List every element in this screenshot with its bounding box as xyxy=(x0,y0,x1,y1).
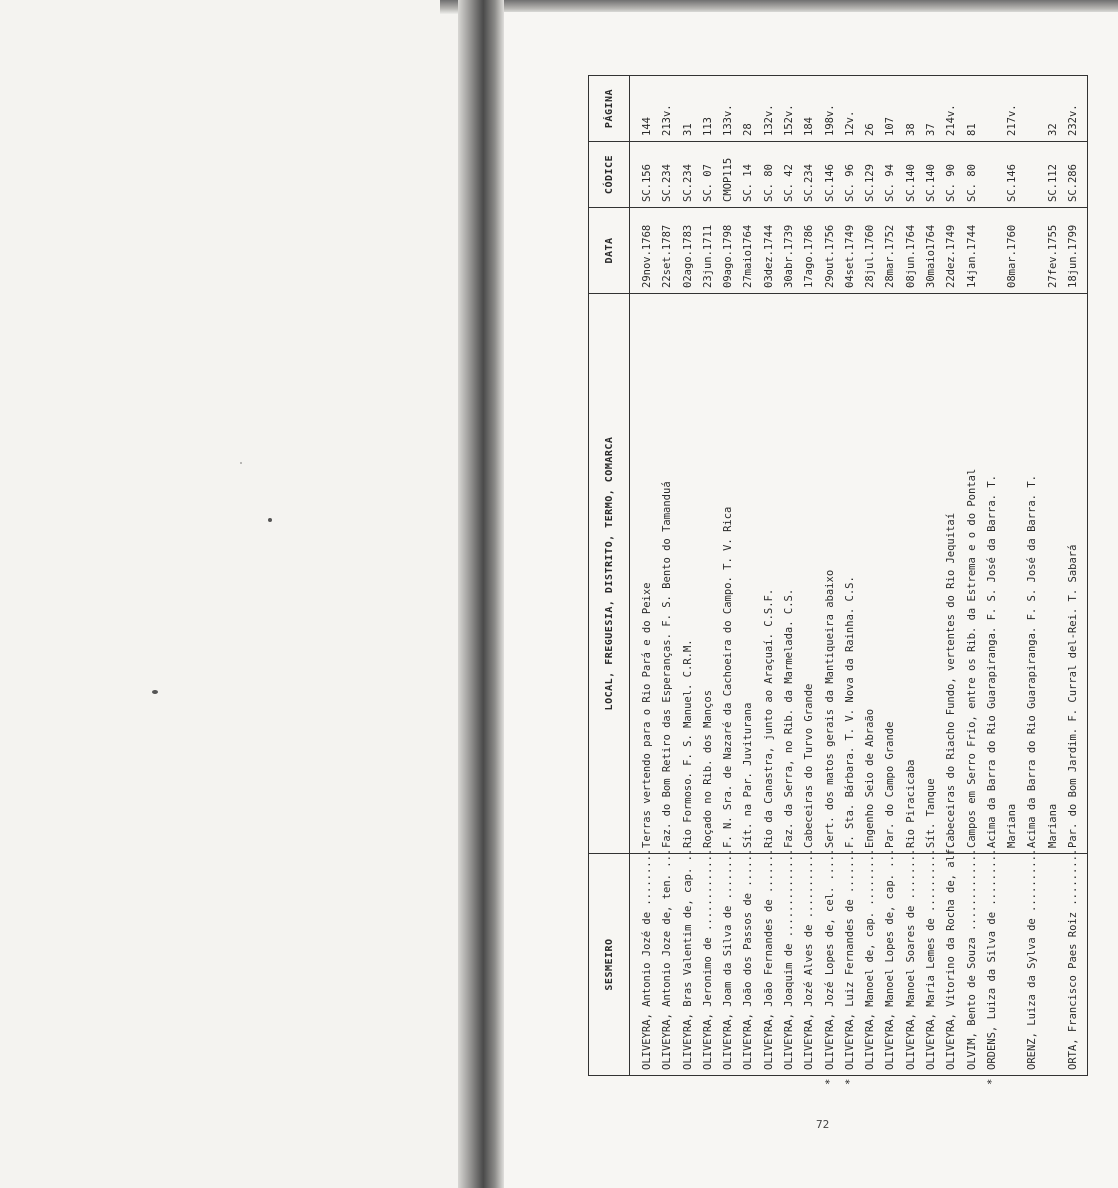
sesmeiro-cell xyxy=(739,848,759,1076)
codice-cell: SC. 90 xyxy=(942,142,962,208)
sesmeiro-name: OLVIM, Bento de Souza ............. xyxy=(965,848,978,1070)
sesmeiro-cell xyxy=(719,848,739,1076)
date-cell: 30maio1764 xyxy=(922,208,942,294)
table-row xyxy=(861,76,881,1076)
date-cell: 08mar.1760 xyxy=(1003,208,1023,294)
sesmeiro-name: OLIVEYRA, Manoel de, cap. ......... xyxy=(864,848,877,1070)
page-cell: 132v. xyxy=(760,76,780,142)
header-pagina: PÁGINA xyxy=(589,76,630,142)
sesmarias-table xyxy=(588,75,1088,1085)
local-cell: Sert. dos matos gerais da Mantiqueira abaixo xyxy=(821,294,841,854)
codice-cell: SC.156 xyxy=(638,142,658,208)
page-cell: 12v. xyxy=(841,76,861,142)
sesmeiro-name: OLIVEYRA, João dos Passos de ...... xyxy=(742,848,755,1070)
page-cell: 213v. xyxy=(658,76,678,142)
sesmeiro-cell xyxy=(841,848,861,1085)
sesmeiro-name: OLIVEYRA, Luiz Fernandes de ....... xyxy=(843,848,856,1070)
local-cell: Terras vertendo para o Rio Pará e do Peixe xyxy=(638,294,658,854)
asterisk-marker: * xyxy=(823,1078,836,1085)
table-row xyxy=(983,76,1003,1076)
sesmeiro-cell xyxy=(760,848,780,1076)
local-cell: Campos em Serro Frio, entre os Rib. da Estrema e o do Pontal xyxy=(963,294,983,854)
local-cell: Faz. da Serra, no Rib. da Marmelada. C.S. xyxy=(780,294,800,854)
sesmeiro-cell xyxy=(1003,854,1023,1076)
header-codice: CÓDICE xyxy=(589,142,630,208)
table-row xyxy=(881,76,901,1076)
date-cell: 18jun.1799 xyxy=(1064,208,1084,294)
sesmeiro-name: OLIVEYRA, Jeronimo de ............. xyxy=(701,848,714,1070)
table-body xyxy=(630,76,1088,1085)
date-cell: 30abr.1739 xyxy=(780,208,800,294)
sesmeiro-cell xyxy=(821,848,841,1085)
sesmeiro-name: OLIVEYRA, Vitorino da Rocha de, alf. xyxy=(945,842,958,1070)
page-cell: 133v. xyxy=(719,76,739,142)
table-row xyxy=(638,76,658,1076)
date-cell: 29nov.1768 xyxy=(638,208,658,294)
page-cell: 38 xyxy=(902,76,922,142)
page-cell: 184 xyxy=(800,76,820,142)
date-cell: 22set.1787 xyxy=(658,208,678,294)
page-cell: 107 xyxy=(881,76,901,142)
sesmeiro-name: OLIVEYRA, Bras Valentim de, cap. .. xyxy=(681,848,694,1070)
sesmeiro-cell xyxy=(1044,854,1064,1076)
codice-cell: SC.146 xyxy=(1003,142,1023,208)
table-row xyxy=(719,76,739,1076)
sesmeiro-cell xyxy=(942,842,962,1076)
table-row xyxy=(739,76,759,1076)
header-data: DATA xyxy=(589,208,630,294)
scan-speck xyxy=(268,518,272,522)
sesmeiro-name: OLIVEYRA, Joaquim de .............. xyxy=(782,848,795,1070)
local-cell: Engenho Seio de Abraão xyxy=(861,294,881,854)
date-cell: 28jul.1760 xyxy=(861,208,881,294)
codice-cell xyxy=(1023,142,1043,208)
sesmeiro-name: OLIVEYRA, João Fernandes de ....... xyxy=(762,848,775,1070)
sesmeiro-cell xyxy=(658,848,678,1076)
table-row xyxy=(1044,76,1064,1076)
local-cell: Sít. na Par. Juviturana xyxy=(739,294,759,854)
table-row xyxy=(658,76,678,1076)
sesmeiro-cell xyxy=(881,848,901,1076)
date-cell xyxy=(1023,208,1043,294)
asterisk-marker: * xyxy=(985,1078,998,1085)
sesmeiro-cell xyxy=(983,848,1003,1085)
page-cell: 32 xyxy=(1044,76,1064,142)
table-header-row xyxy=(589,76,630,1076)
sesmeiro-cell xyxy=(1023,848,1043,1076)
sesmeiro-cell xyxy=(902,848,922,1076)
codice-cell: SC. 96 xyxy=(841,142,861,208)
scan-speck xyxy=(240,462,242,464)
codice-cell: SC. 07 xyxy=(699,142,719,208)
page-cell: 28 xyxy=(739,76,759,142)
page-cell: 144 xyxy=(638,76,658,142)
page-cell: 26 xyxy=(861,76,881,142)
sesmeiro-name: OLIVEYRA, Manoel Soares de ........ xyxy=(904,848,917,1070)
codice-cell: CMOP115 xyxy=(719,142,739,208)
sesmeiro-name: OLIVEYRA, Jozé Alves de ........... xyxy=(803,848,816,1070)
codice-cell: SC.129 xyxy=(861,142,881,208)
codice-cell: SC.234 xyxy=(658,142,678,208)
date-cell: 29out.1756 xyxy=(821,208,841,294)
date-cell: 04set.1749 xyxy=(841,208,861,294)
sesmeiro-cell xyxy=(800,848,820,1076)
sesmeiro-cell xyxy=(1064,848,1084,1076)
scan-speck xyxy=(152,690,158,694)
local-cell: Mariana xyxy=(1044,294,1064,854)
codice-cell: SC. 94 xyxy=(881,142,901,208)
page-cell: 37 xyxy=(922,76,942,142)
sesmeiro-name: ORTA, Francisco Paes Roiz ......... xyxy=(1066,848,1079,1070)
codice-cell: SC.234 xyxy=(800,142,820,208)
codice-cell: SC.234 xyxy=(679,142,699,208)
date-cell: 22dez.1749 xyxy=(942,208,962,294)
sesmeiro-name: OLIVEYRA, Maria Lemes de .......... xyxy=(924,848,937,1070)
page-cell xyxy=(983,76,1003,142)
local-cell: Roçado no Rib. dos Manços xyxy=(699,294,719,854)
table-row xyxy=(902,76,922,1076)
local-cell: Par. do Campo Grande xyxy=(881,294,901,854)
date-cell: 27maio1764 xyxy=(739,208,759,294)
page-cell xyxy=(1023,76,1043,142)
table-row xyxy=(1064,76,1084,1076)
asterisk-marker: * xyxy=(843,1078,856,1085)
sesmeiro-cell xyxy=(638,848,658,1076)
sesmeiro-cell xyxy=(861,848,881,1076)
date-cell: 27fev.1755 xyxy=(1044,208,1064,294)
date-cell: 17ago.1786 xyxy=(800,208,820,294)
date-cell: 02ago.1783 xyxy=(679,208,699,294)
page-cell: 217v. xyxy=(1003,76,1023,142)
codice-cell: SC. 80 xyxy=(760,142,780,208)
local-cell: Cabeceiras do Turvo Grande xyxy=(800,294,820,854)
codice-cell: SC. 42 xyxy=(780,142,800,208)
local-cell: F. N. Sra. de Nazaré da Cachoeira do Campo. T. V. Rica xyxy=(719,294,739,854)
local-cell: Mariana xyxy=(1003,294,1023,854)
sesmeiro-name: OLIVEYRA, Manoel Lopes de, cap. ... xyxy=(884,848,897,1070)
local-cell: Rio da Canastra, junto ao Araçuaí. C.S.F. xyxy=(760,294,780,854)
sesmeiro-name: OLIVEYRA, Jozé Lopes de, cel. ..... xyxy=(823,848,836,1070)
page-cell: 152v. xyxy=(780,76,800,142)
table-row xyxy=(942,76,962,1076)
date-cell: 08jun.1764 xyxy=(902,208,922,294)
table-row xyxy=(922,76,942,1076)
table-row xyxy=(1023,76,1043,1076)
page-cell: 214v. xyxy=(942,76,962,142)
date-cell: 23jun.1711 xyxy=(699,208,719,294)
sesmeiro-cell xyxy=(679,848,699,1076)
sesmeiro-name: OLIVEYRA, Antonio Joze de, ten. ... xyxy=(661,848,674,1070)
table-row xyxy=(760,76,780,1076)
table-filler-row xyxy=(1084,76,1087,1076)
table-row xyxy=(963,76,983,1076)
page-cell: 81 xyxy=(963,76,983,142)
local-cell: Rio Formoso. F. S. Manuel. C.R.M. xyxy=(679,294,699,854)
page-number: 72 xyxy=(816,1118,830,1131)
local-cell: Faz. do Bom Retiro das Esperanças. F. S. Bento do Tamanduá xyxy=(658,294,678,854)
date-cell: 28mar.1752 xyxy=(881,208,901,294)
page-cell: 113 xyxy=(699,76,719,142)
table-row xyxy=(800,76,820,1076)
local-cell: Par. do Bom Jardim. F. Curral del-Rei. T. Sabará xyxy=(1064,294,1084,854)
table-row xyxy=(821,76,841,1076)
codice-cell xyxy=(983,142,1003,208)
page-cell: 198v. xyxy=(821,76,841,142)
local-cell: F. Sta. Bárbara. T. V. Nova da Rainha. C.S. xyxy=(841,294,861,854)
header-sesmeiro: SESMEIRO xyxy=(589,854,630,1076)
sesmeiro-name: OLIVEYRA, Joam da Silva de ........ xyxy=(722,848,735,1070)
local-cell: Acima da Barra do Rio Guarapiranga. F. S. José da Barra. T. xyxy=(983,294,1003,854)
table-row xyxy=(841,76,861,1076)
left-blank-page xyxy=(0,0,470,1188)
date-cell: 09ago.1798 xyxy=(719,208,739,294)
book-binding xyxy=(458,0,504,1188)
sesmeiro-name: OLIVEYRA, Antonio Jozé de ......... xyxy=(641,848,653,1070)
codice-cell: SC.140 xyxy=(902,142,922,208)
codice-cell: SC.146 xyxy=(821,142,841,208)
date-cell: 14jan.1744 xyxy=(963,208,983,294)
local-cell: Sít. Tanque xyxy=(922,294,942,854)
date-cell xyxy=(983,208,1003,294)
sesmeiro-cell xyxy=(699,848,719,1076)
codice-cell: SC. 80 xyxy=(963,142,983,208)
sesmeiro-name: ORENZ, Luiza da Sylva de .......... xyxy=(1026,848,1039,1070)
table-row xyxy=(780,76,800,1076)
sesmeiro-cell xyxy=(963,848,983,1076)
header-local: LOCAL, FREGUESIA, DISTRITO, TERMO, COMARCA xyxy=(589,294,630,854)
table-row xyxy=(679,76,699,1076)
codice-cell: SC. 14 xyxy=(739,142,759,208)
local-cell: Cabeceiras do Riacho Fundo, vertentes do Rio Jequitaí xyxy=(942,294,962,854)
sesmeiro-cell xyxy=(922,848,942,1076)
local-cell: Acima da Barra do Rio Guarapiranga. F. S. José da Barra. T. xyxy=(1023,294,1043,854)
sesmeiro-name: ORDENS, Luiza da Silva de ......... xyxy=(985,848,998,1070)
table-row xyxy=(1003,76,1023,1076)
table-row xyxy=(699,76,719,1076)
codice-cell: SC.286 xyxy=(1064,142,1084,208)
page-cell: 31 xyxy=(679,76,699,142)
codice-cell: SC.112 xyxy=(1044,142,1064,208)
page-cell: 232v. xyxy=(1064,76,1084,142)
sesmeiro-cell xyxy=(780,848,800,1076)
table-spacer-row xyxy=(630,76,639,1076)
date-cell: 03dez.1744 xyxy=(760,208,780,294)
codice-cell: SC.140 xyxy=(922,142,942,208)
local-cell: Rio Piracicaba xyxy=(902,294,922,854)
rotated-table-container xyxy=(588,76,1088,1085)
